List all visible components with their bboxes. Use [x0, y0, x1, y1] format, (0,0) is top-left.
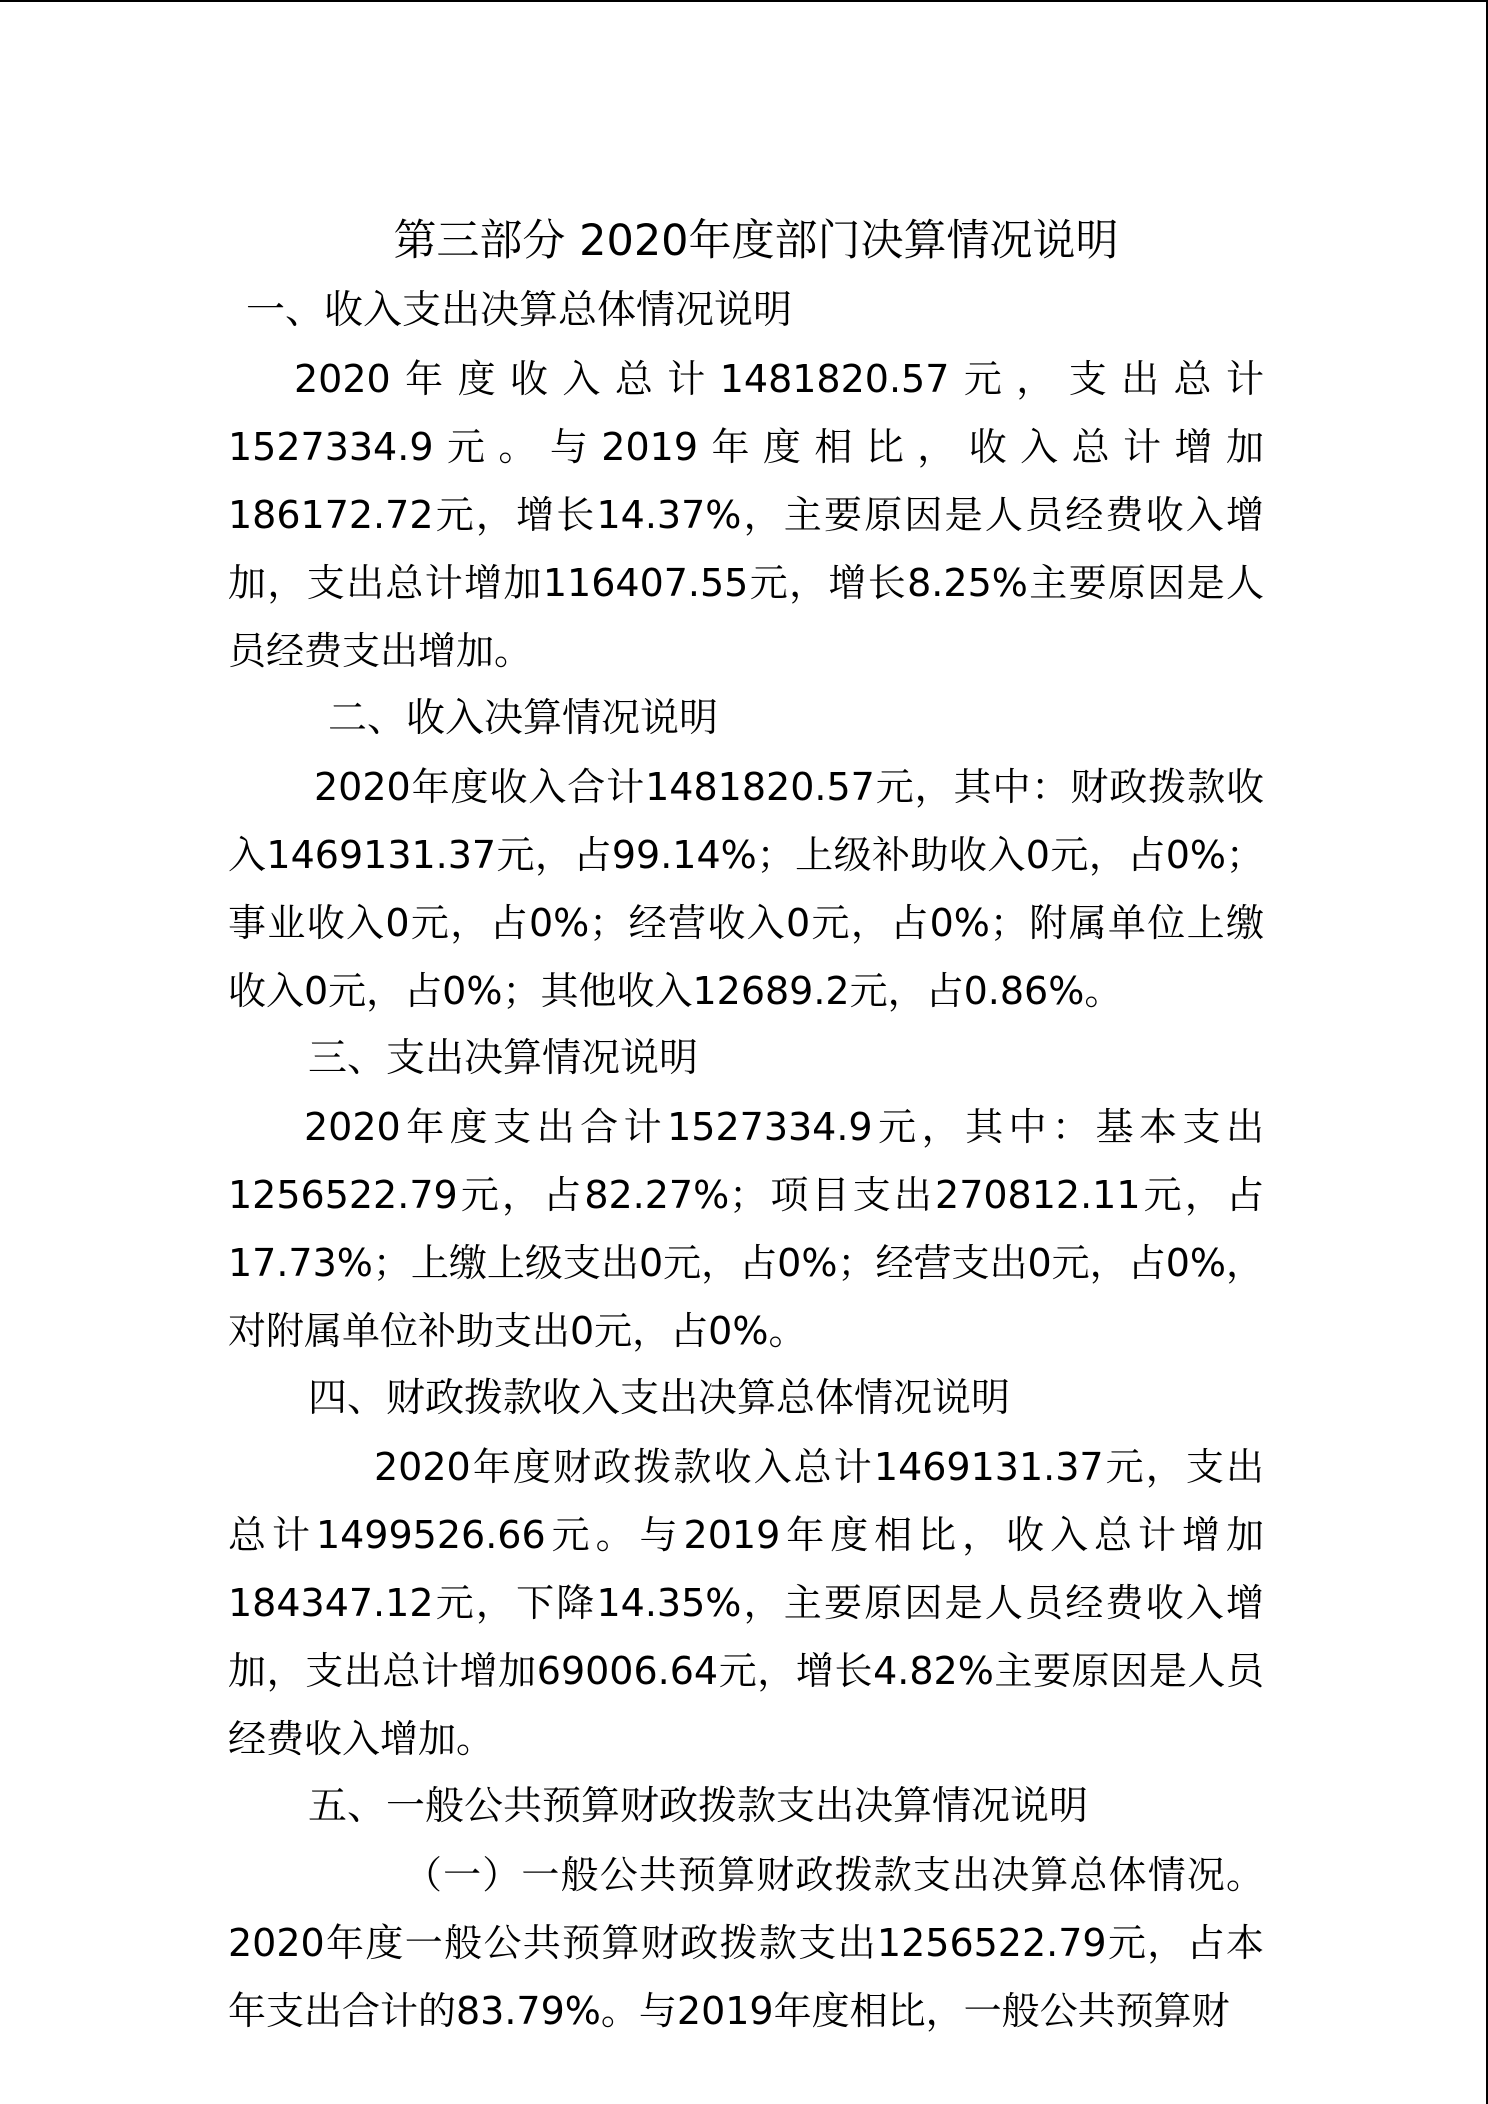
document-title: 第三部分 2020年度部门决算情况说明 [393, 216, 1119, 266]
page-border-top [0, 0, 1488, 2]
section-heading-3: 三、支出决算情况说明 [308, 1036, 699, 1081]
section-body-5: （一）一般公共预算财政拨款支出决算总体情况。2020年度一般公共预算财政拨款支出1256522.79元，占本年支出合计的83.79%。与2019年度相比，一般公共预算财 [228, 1853, 1264, 2033]
section-heading-4: 四、财政拨款收入支出决算总体情况说明 [308, 1376, 1011, 1421]
section-body-4: 2020年度财政拨款收入总计1469131.37元，支出总计1499526.66元。与2019年度相比，收入总计增加184347.12元，下降14.35%，主要原因是人员经费收入增加，支出总计增加69006.64元，增长4.82%主要原因是人员经费收入增加。 [228, 1445, 1264, 1761]
section-body-2: 2020年度收入合计1481820.57元，其中：财政拨款收入1469131.37元，占99.14%；上级补助收入0元，占0%；事业收入0元，占0%；经营收入0元，占0%；附属单位上缴收入0元，占0%；其他收入12689.2元，占0.86%。 [228, 765, 1264, 1013]
section-heading-2: 二、收入决算情况说明 [328, 696, 719, 741]
section-body-3: 2020年度支出合计1527334.9元，其中：基本支出1256522.79元，占82.27%；项目支出270812.11元，占17.73%；上缴上级支出0元，占0%；经营支出0元，占0%，对附属单位补助支出0元，占0%。 [228, 1105, 1264, 1353]
section-heading-5: 五、一般公共预算财政拨款支出决算情况说明 [308, 1784, 1089, 1829]
section-heading-1: 一、收入支出决算总体情况说明 [246, 288, 793, 333]
section-body-1: 2020年度收入总计1481820.57元，支出总计1527334.9元。与2019年度相比，收入总计增加186172.72元，增长14.37%，主要原因是人员经费收入增加，支出总计增加116407.55元，增长8.25%主要原因是人员经费支出增加。 [228, 357, 1264, 673]
document-page [228, 205, 1264, 2045]
